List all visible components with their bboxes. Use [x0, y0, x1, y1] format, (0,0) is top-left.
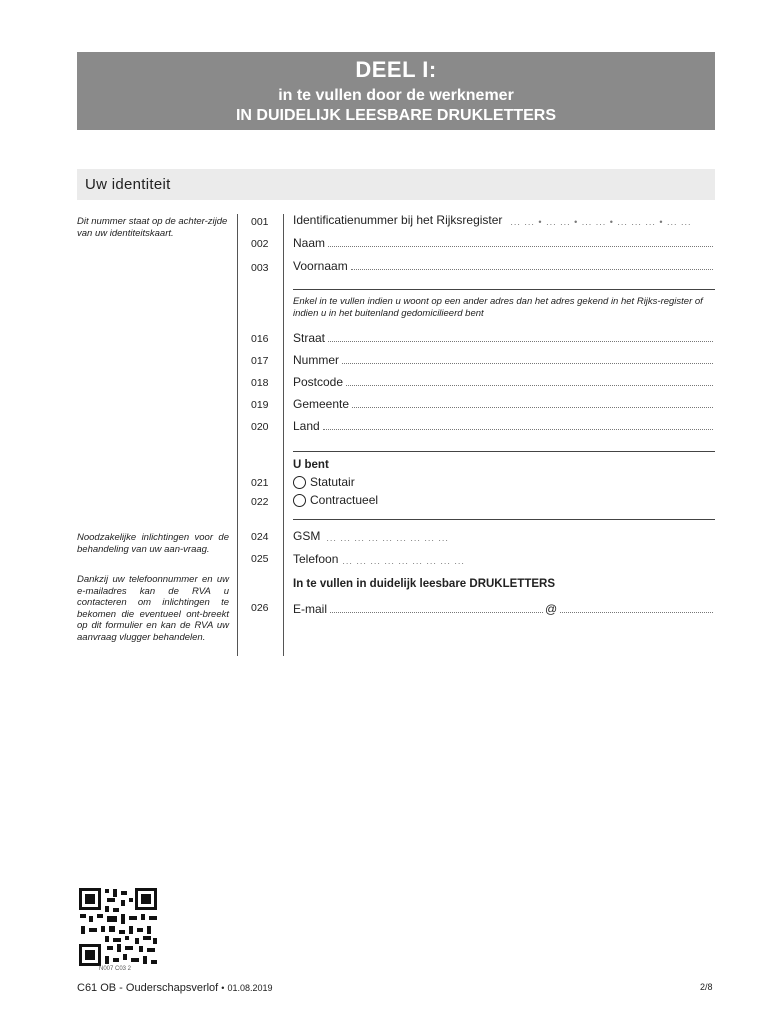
- first-name-label: Voornaam: [293, 259, 348, 273]
- first-name-input-line[interactable]: [351, 268, 713, 270]
- street-field[interactable]: [293, 329, 715, 345]
- section-header: [77, 169, 715, 200]
- gsm-field[interactable]: [293, 527, 493, 543]
- code-018: 018: [251, 377, 269, 389]
- code-022: 022: [251, 496, 269, 508]
- email-at-sign: @: [545, 602, 558, 616]
- part-subtitle: in te vullen door de werknemer: [278, 87, 514, 104]
- postcode-field[interactable]: [293, 373, 715, 389]
- national-register-number-field[interactable]: [293, 211, 715, 227]
- statutory-label: Statutair: [310, 475, 355, 489]
- footer-form-id: [77, 982, 273, 994]
- email-domain-input-line[interactable]: [560, 611, 713, 613]
- code-019: 019: [251, 399, 269, 411]
- country-field[interactable]: [293, 417, 715, 433]
- postcode-label: Postcode: [293, 375, 344, 389]
- code-020: 020: [251, 421, 269, 433]
- first-name-field[interactable]: [293, 257, 715, 273]
- phone-label: Telefoon: [293, 552, 339, 566]
- divider-left: [237, 214, 238, 656]
- print-note: In te vullen in duidelijk leesbare DRUKLETTERS: [293, 578, 555, 590]
- email-field[interactable]: [293, 600, 715, 616]
- municipality-input-line[interactable]: [352, 406, 713, 408]
- house-number-input-line[interactable]: [342, 362, 713, 364]
- gsm-label: GSM: [293, 529, 321, 543]
- contact-note-2: Dankzij uw telefoonnummer en uw e-mailadres kan de RVA u contacteren om inlichtingen te bekomen die eventueel ont-breekt op dit formulier en kan de RVA uw aanvraag vlugger behandelen.: [77, 574, 229, 643]
- house-number-field[interactable]: [293, 351, 715, 367]
- radio-circle-icon[interactable]: [293, 476, 306, 489]
- id-number-note: Dit nummer staat op de achter-zijde van uw identiteitskaart.: [77, 216, 228, 239]
- code-001: 001: [251, 216, 269, 228]
- code-003: 003: [251, 262, 269, 274]
- name-field[interactable]: [293, 234, 715, 250]
- code-016: 016: [251, 333, 269, 345]
- gsm-mask: ... ... ... ... ... ... ... ... ...: [326, 533, 449, 543]
- code-017: 017: [251, 355, 269, 367]
- part-title: DEEL I:: [355, 57, 437, 82]
- radio-circle-icon[interactable]: [293, 494, 306, 507]
- statutory-option[interactable]: [293, 475, 355, 489]
- street-label: Straat: [293, 331, 326, 345]
- house-number-label: Nummer: [293, 353, 340, 367]
- email-local-input-line[interactable]: [330, 611, 543, 613]
- country-input-line[interactable]: [323, 428, 713, 430]
- name-label: Naam: [293, 236, 326, 250]
- code-021: 021: [251, 477, 269, 489]
- contractual-option[interactable]: [293, 493, 378, 507]
- code-002: 002: [251, 238, 269, 250]
- contact-note-1: Noodzakelijke inlichtingen voor de behandeling van uw aan-vraag.: [77, 532, 229, 555]
- section-title: Uw identiteit: [85, 176, 171, 193]
- street-input-line[interactable]: [328, 340, 713, 342]
- qr-code-icon: [77, 886, 159, 968]
- rule-address: [293, 289, 715, 290]
- divider-right: [283, 214, 284, 656]
- postcode-input-line[interactable]: [346, 384, 713, 386]
- email-label: E-mail: [293, 602, 328, 616]
- municipality-label: Gemeente: [293, 397, 350, 411]
- phone-field[interactable]: [293, 550, 493, 566]
- contractual-label: Contractueel: [310, 493, 379, 507]
- status-heading: U bent: [293, 459, 329, 471]
- national-register-mask: ... ... • ... ... • ... ... • ... ... ... • ... ...: [510, 217, 692, 227]
- part-instruction: IN DUIDELIJK LEESBARE DRUKLETTERS: [235, 107, 557, 124]
- code-024: 024: [251, 531, 269, 543]
- form-date: 01.08.2019: [227, 983, 273, 993]
- address-note: Enkel in te vullen indien u woont op een ander adres dan het adres gekend in het Rijks-register of indien u in het buitenland gedomicilieerd bent: [293, 296, 703, 319]
- page-number: 2/8: [700, 982, 713, 992]
- qr-caption: N007 C03 2: [99, 966, 132, 972]
- country-label: Land: [293, 419, 320, 433]
- name-input-line[interactable]: [328, 245, 713, 247]
- rule-contact: [293, 519, 715, 520]
- code-026: 026: [251, 602, 269, 614]
- municipality-field[interactable]: [293, 395, 715, 411]
- footer-separator: •: [221, 983, 225, 993]
- header-banner: [77, 52, 715, 130]
- form-name: C61 OB - Ouderschapsverlof: [77, 982, 219, 994]
- rule-status: [293, 451, 715, 452]
- phone-mask: ... ... ... ... ... ... ... ... ...: [342, 556, 465, 566]
- code-025: 025: [251, 553, 269, 565]
- national-register-label: Identificatienummer bij het Rijksregister: [293, 213, 503, 227]
